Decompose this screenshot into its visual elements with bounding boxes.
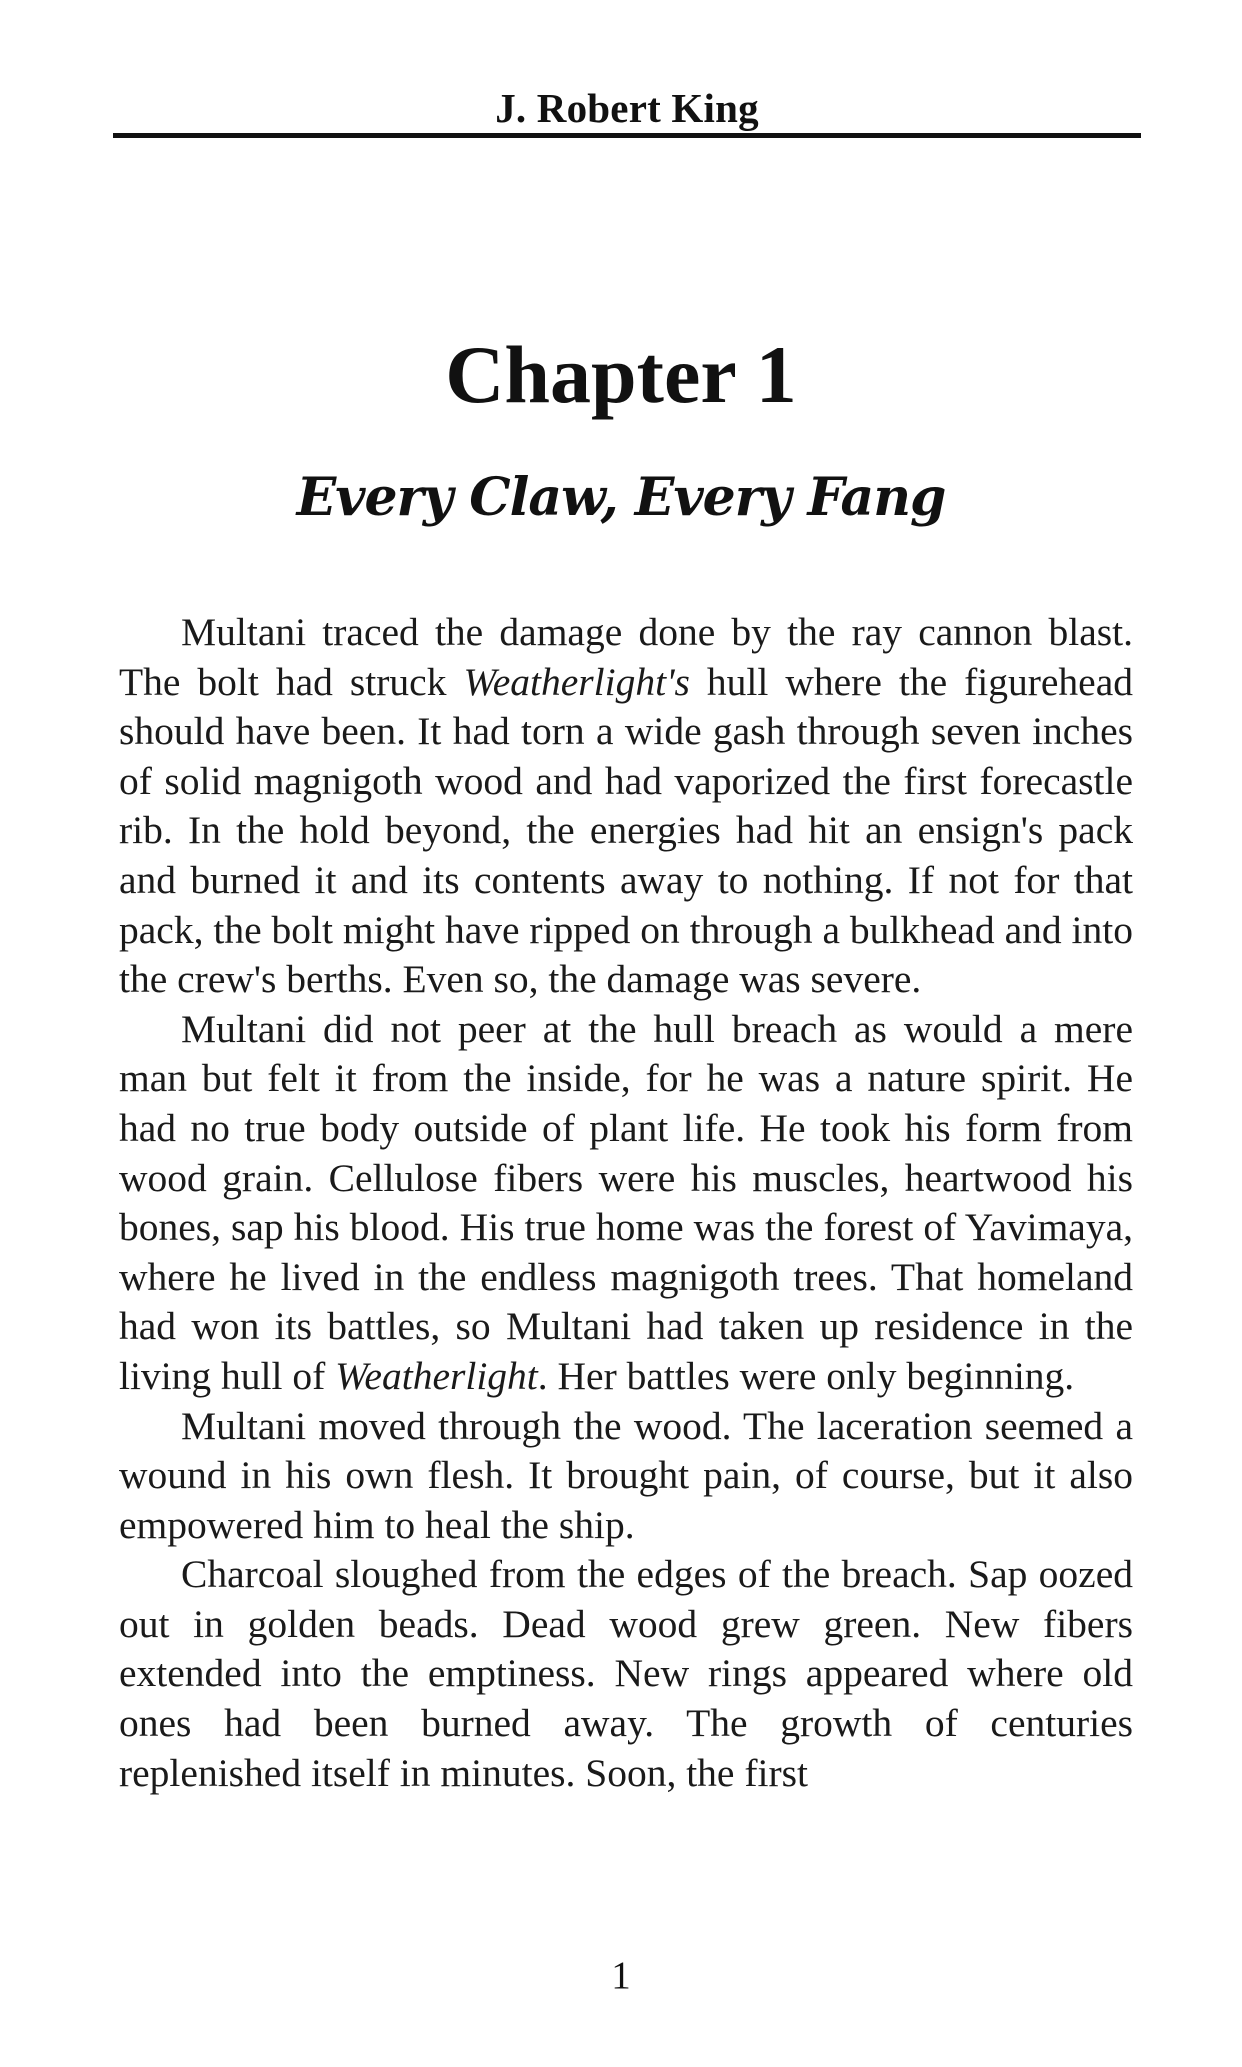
chapter-subtitle: Every Claw, Every Fang	[296, 467, 946, 528]
paragraph-1-text-a: Multani traced the damage done by the ray cannon blast. The bolt had struck	[119, 610, 1133, 704]
paragraph-2	[119, 1005, 1133, 1402]
author-name: J. Robert King	[495, 85, 759, 131]
page-number: 1	[611, 1954, 631, 1997]
running-header	[113, 84, 1141, 138]
paragraph-2-text-a: Multani did not peer at the hull breach as would a mere man but felt it from the inside, for he was a nature spirit. He had no true body outside of plant life. He took his form from wood grain. Cellulose fibers were his muscles, heartwood his bones, sap his blood. His true home was the forest of Yavimaya, where he lived in the endless magnigoth trees. That homeland had won its battles, so Multani had taken up residence in the living hull of	[119, 1006, 1133, 1398]
paragraph-3: Multani moved through the wood. The laceration seemed a wound in his own flesh. It brought pain, of course, but it also empowered him to heal the ship.	[119, 1403, 1133, 1547]
chapter-body	[119, 608, 1133, 1798]
chapter-title: Chapter 1	[445, 329, 797, 420]
paragraph-4: Charcoal sloughed from the edges of the breach. Sap oozed out in golden beads. Dead wood grew green. New fibers extended into the emptiness. New rings appeared where old ones had been burned away. The growth of centuries replenished itself in minutes. Soon, the first	[119, 1552, 1133, 1795]
paragraph-1-ship-name: Weatherlight's	[463, 659, 690, 704]
paragraph-2-ship-name: Weatherlight	[335, 1353, 538, 1398]
paragraph-1	[119, 608, 1133, 1005]
paragraph-1-text-b: hull where the figurehead should have been. It had torn a wide gash through seven inches of solid magnigoth wood and had vaporized the first forecastle rib. In the hold beyond, the energies had hit an ensign's pack and burned it and its contents away to nothing. If not for that pack, the bolt might have ripped on through a bulkhead and into the crew's berths. Even so, the damage was severe.	[119, 659, 1133, 1002]
paragraph-2-text-b: . Her battles were only beginning.	[537, 1353, 1075, 1398]
